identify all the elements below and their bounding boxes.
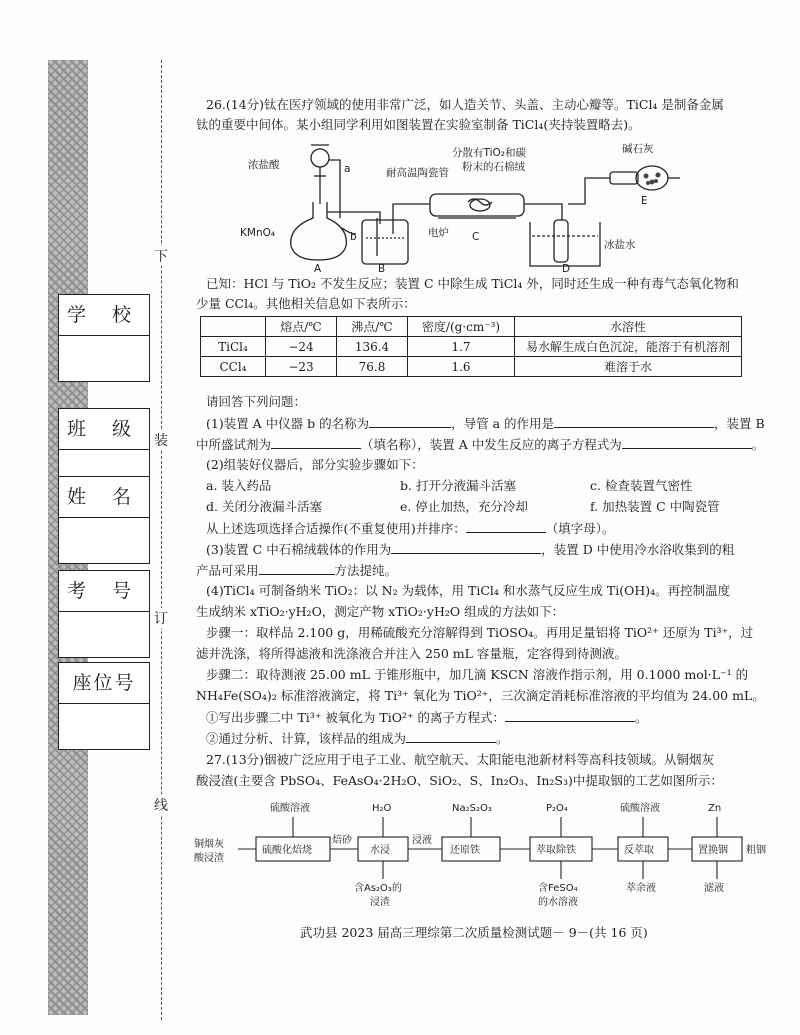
label-b: b	[350, 231, 357, 243]
table-row	[201, 337, 742, 357]
flow-box-extract: 萃取除铁	[536, 845, 576, 856]
q26-part3-line2: 产品可采用 方法提纯。	[196, 563, 398, 578]
table-cell: 76.8	[337, 357, 408, 377]
flow-top-5: 硫酸溶液	[620, 803, 660, 814]
label-carrier-1: 分散有TiO₂和碳	[452, 147, 526, 159]
table-header: 熔点/℃	[266, 317, 337, 337]
label-furnace: 电炉	[428, 227, 449, 239]
q26-part4-line1: (4)TiCl₄ 可制备纳米 TiO₂：以 N₂ 为载体，用 TiCl₄ 和水蒸气反应生成 Ti(OH)₄。再控制温度	[206, 583, 731, 598]
q26-intro-1: 26.(14分)钛在医疗领域的使用非常广泛，如人造关节、头盖、主动心瓣等。TiCl₄ 是制备金属	[206, 97, 724, 112]
flow-bottom-1b: 浸渣	[370, 897, 390, 908]
q26-part4-line2: 生成纳米 xTiO₂·yH₂O，测定产物 xTiO₂·yH₂O 组成的方法如下：	[196, 604, 565, 619]
flow-box-replace: 置换铟	[698, 845, 728, 856]
process-flow-diagram	[190, 795, 766, 915]
table-cell: TiCl₄	[201, 337, 266, 357]
option-f: f. 加热装置 C 中陶瓷管	[590, 499, 720, 514]
flow-top-4: P₂O₄	[546, 803, 568, 814]
step2-line2: NH₄Fe(SO₄)₂ 标准溶液滴定，将 Ti³⁺ 氧化为 TiO²⁺，三次滴定消耗标准溶液的平均值为 24.00 mL。	[196, 688, 765, 703]
flow-arrow-label-1: 焙砂	[332, 835, 352, 846]
subq-1: ①写出步骤二中 Ti³⁺ 被氧化为 TiO²⁺ 的离子方程式： 。	[206, 710, 648, 725]
flow-box-back-extract: 反萃取	[624, 845, 654, 856]
q26-known-2: 少量 CCl₄。其他相关信息如下表所示：	[196, 296, 416, 311]
answer-blank[interactable]	[406, 730, 496, 743]
table-header: 水溶性	[515, 317, 742, 337]
flow-box-water: 水浸	[370, 845, 390, 856]
answer-blank[interactable]	[391, 541, 541, 554]
q26-part3-line1: (3)装置 C 中石棉绒载体的作用为 ，装置 D 中使用冷水浴收集到的粗	[206, 542, 735, 557]
flow-arrow-label-2: 浸液	[412, 835, 432, 846]
step1-line1: 步骤一：取样品 2.100 g，用稀硫酸充分溶解得到 TiOSO₄。再用足量铝将 TiO²⁺ 还原为 Ti³⁺，过	[206, 625, 754, 640]
label-C: C	[472, 231, 480, 243]
answer-blank[interactable]	[466, 520, 546, 533]
step1-line2: 滤并洗涤，将所得滤液和洗涤液合并注入 250 mL 容量瓶，定容得到待测液。	[196, 646, 627, 661]
table-header: 密度/(g·cm⁻³)	[408, 317, 515, 337]
flow-box-roast: 硫酸化焙烧	[262, 845, 312, 856]
flow-end: 粗铟	[746, 845, 766, 856]
table-header: 沸点/℃	[337, 317, 408, 337]
page-footer: 武功县 2023 届高三理综第二次质量检测试题－ 9－(共 16 页)	[300, 925, 648, 940]
subq-2: ②通过分析、计算，该样品的组成为 。	[206, 731, 509, 746]
binding-char: 线	[152, 795, 170, 815]
label-kmno4: KMnO₄	[240, 227, 276, 239]
table-cell: 易水解生成白色沉淀，能溶于有机溶剂	[515, 337, 742, 357]
option-b: b. 打开分液漏斗活塞	[400, 478, 516, 493]
seat-number-field[interactable]: 座位号	[58, 662, 150, 750]
table-cell: −23	[266, 357, 337, 377]
q26-known-1: 已知：HCl 与 TiO₂ 不发生反应；装置 C 中除生成 TiCl₄ 外，同时还生成一种有毒气态氧化物和	[206, 276, 739, 291]
table-header-row	[201, 317, 742, 337]
table-cell: 136.4	[337, 337, 408, 357]
option-e: e. 停止加热，充分冷却	[400, 499, 528, 514]
label-tube: 耐高温陶瓷管	[386, 167, 449, 179]
q26-ask: 请回答下列问题：	[206, 394, 307, 409]
flow-top-3: Na₂S₂O₃	[452, 803, 492, 814]
option-d: d. 关闭分液漏斗活塞	[206, 499, 322, 514]
label-a: a	[344, 163, 351, 175]
table-cell: 1.7	[408, 337, 515, 357]
step2-line1: 步骤二：取待测液 25.00 mL 于锥形瓶中，加几滴 KSCN 溶液作指示剂，用 0.1000 mol·L⁻¹ 的	[206, 667, 749, 682]
option-c: c. 检查装置气密性	[590, 478, 693, 493]
answer-blank[interactable]	[554, 415, 714, 428]
exam-number-field[interactable]: 考 号	[58, 570, 150, 658]
apparatus-diagram	[190, 138, 750, 274]
answer-blank[interactable]	[259, 562, 335, 575]
property-table	[200, 316, 742, 377]
flow-top-2: H₂O	[372, 803, 392, 814]
table-row	[201, 357, 742, 377]
class-field[interactable]: 班 级	[58, 408, 150, 496]
flow-start-2: 酸浸渣	[194, 853, 224, 864]
binding-char: 订	[152, 608, 170, 628]
table-cell: 难溶于水	[515, 357, 742, 377]
q26-part1-line2: 中所盛试剂为 （填名称），装置 A 中发生反应的离子方程式为 。	[196, 437, 765, 452]
table-header	[201, 317, 266, 337]
label-conc-hcl: 浓盐酸	[248, 159, 280, 171]
flow-bottom-1a: 含As₂O₃的	[354, 883, 402, 894]
binding-char: 装	[152, 430, 170, 450]
table-cell: −24	[266, 337, 337, 357]
flow-top-6: Zn	[708, 803, 722, 814]
flow-bottom-2a: 含FeSO₄	[538, 883, 578, 894]
binding-line	[161, 60, 162, 1020]
q26-intro-2: 钛的重要中间体。某小组同学利用如图装置在实验室制备 TiCl₄(夹持装置略去)。	[196, 117, 641, 132]
flow-bottom-3: 萃余液	[626, 883, 656, 894]
table-cell: 1.6	[408, 357, 515, 377]
binding-char: 下	[152, 246, 170, 266]
school-field[interactable]: 学 校	[58, 294, 150, 382]
flow-start-1: 铜烟灰	[194, 839, 224, 850]
q27-line1: 27.(13分)铟被广泛应用于电子工业、航空航天、太阳能电池新材料等高科技领域。从铜烟灰	[206, 752, 715, 767]
label-carrier-2: 粉末的石棉绒	[462, 161, 525, 173]
flow-bottom-2b: 的水溶液	[538, 897, 578, 908]
name-field[interactable]: 姓 名	[58, 476, 150, 564]
q27-line2: 酸浸渣(主要含 PbSO₄、FeAsO₄·2H₂O、SiO₂、S、In₂O₃、In₂S₃)中提取铟的工艺如图所示：	[196, 773, 723, 788]
label-E: E	[641, 195, 648, 207]
label-soda-lime: 碱石灰	[622, 143, 654, 155]
flow-box-reduce: 还原铁	[450, 845, 480, 856]
q26-part2-order: 从上述选项选择合适操作(不重复使用)并排序： （填字母）。	[206, 521, 615, 536]
label-A: A	[314, 263, 322, 275]
q26-part2: (2)组装好仪器后，部分实验步骤如下：	[206, 457, 424, 472]
answer-blank[interactable]	[622, 436, 752, 449]
answer-blank[interactable]	[505, 709, 635, 722]
table-cell: CCl₄	[201, 357, 266, 377]
answer-blank[interactable]	[369, 415, 451, 428]
flow-bottom-4: 滤液	[704, 883, 724, 894]
q26-part1-line1: (1)装置 A 中仪器 b 的名称为 ，导管 a 的作用是 ，装置 B	[206, 416, 765, 431]
label-D: D	[562, 263, 571, 275]
answer-blank[interactable]	[271, 436, 361, 449]
option-a: a. 装入药品	[206, 478, 272, 493]
label-ice: 冰盐水	[604, 239, 636, 251]
flow-top-1: 硫酸溶液	[270, 803, 310, 814]
label-B: B	[378, 263, 386, 275]
